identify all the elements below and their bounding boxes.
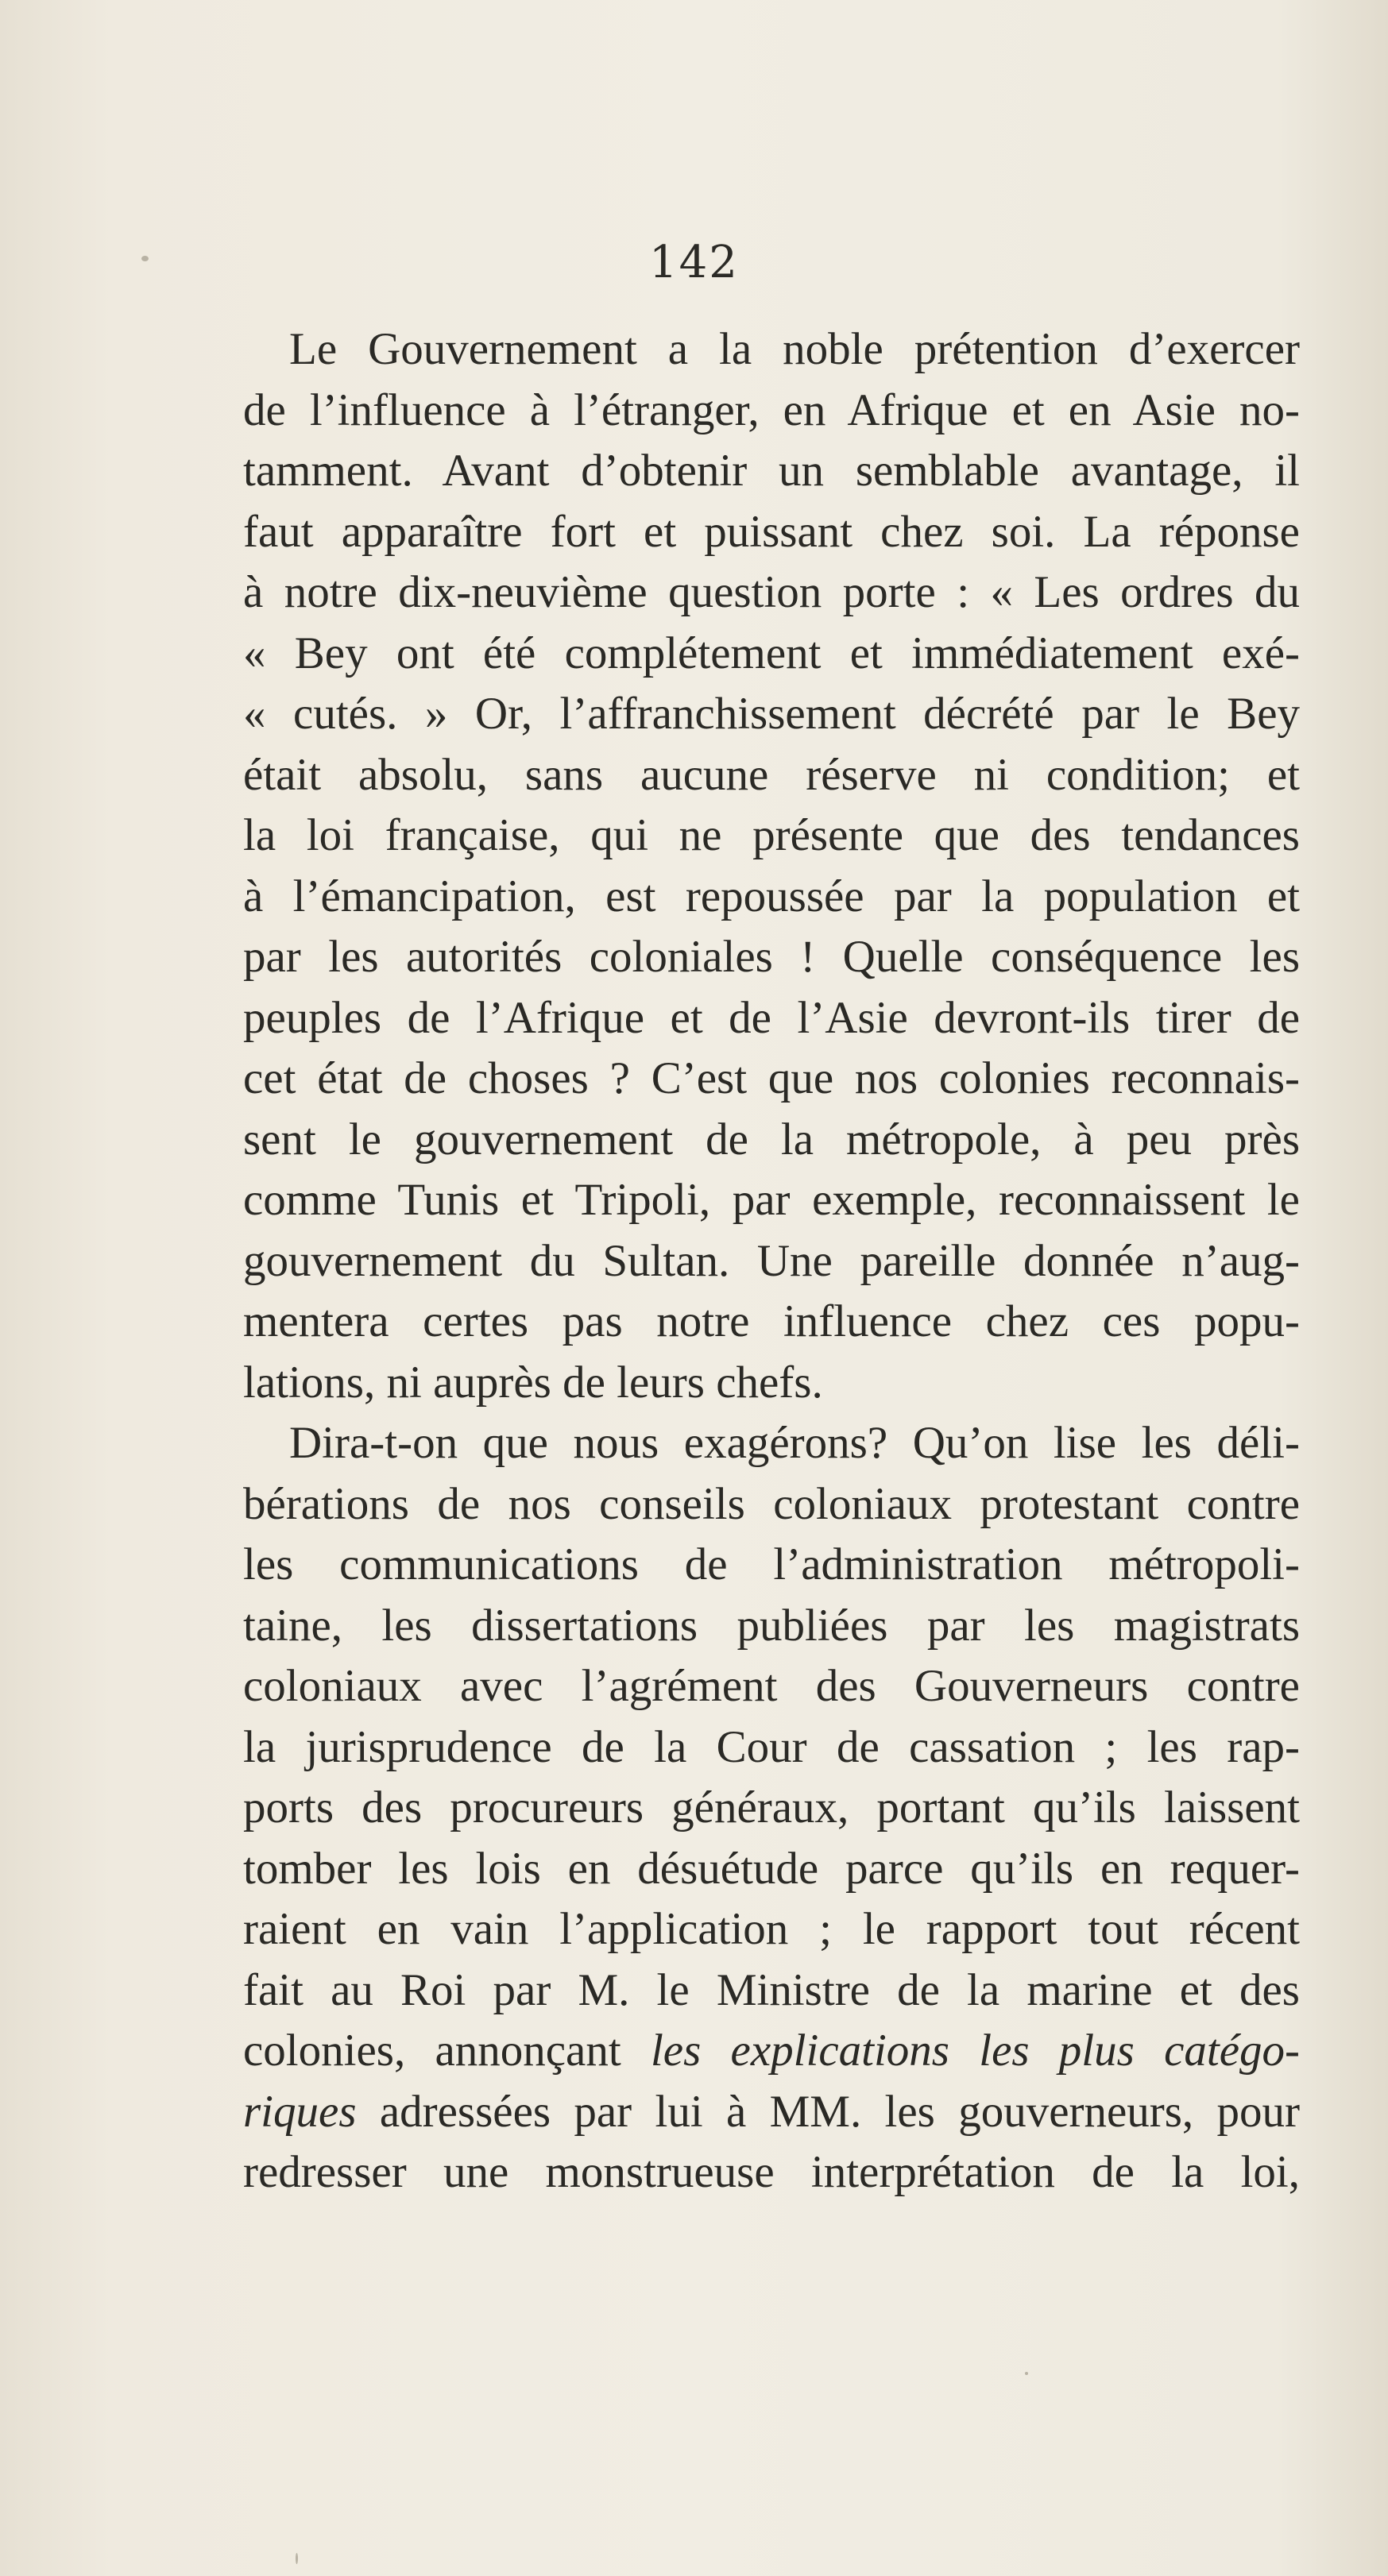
text-line bbox=[243, 1474, 1300, 1535]
text-segment: les communications de l’administration métropoli- bbox=[243, 1539, 1300, 1589]
text-line bbox=[243, 684, 1300, 745]
text-line bbox=[243, 380, 1300, 442]
text-segment: tomber les lois en désuétude parce qu’ils en requer- bbox=[243, 1843, 1300, 1894]
text-line bbox=[243, 988, 1300, 1049]
text-segment: à notre dix-neuvième question porte : « Les ordres du bbox=[243, 567, 1300, 617]
text-segment: Dira-t-on que nous exagérons? Qu’on lise les déli- bbox=[289, 1418, 1300, 1468]
paper-speck bbox=[296, 2553, 298, 2564]
text-line bbox=[243, 927, 1300, 988]
text-segment: comme Tunis et Tripoli, par exemple, reconnaissent le bbox=[243, 1175, 1300, 1225]
text-line bbox=[243, 1778, 1300, 1839]
text-line bbox=[243, 1656, 1300, 1717]
text-segment: de l’influence à l’étranger, en Afrique et en Asie no- bbox=[243, 384, 1300, 435]
text-segment: bérations de nos conseils coloniaux protestant contre bbox=[243, 1478, 1300, 1529]
text-segment: mentera certes pas notre influence chez ces popu- bbox=[243, 1296, 1300, 1346]
text-segment: était absolu, sans aucune réserve ni condition; et bbox=[243, 749, 1300, 800]
text-line bbox=[243, 1231, 1300, 1292]
page-number: 142 bbox=[649, 237, 739, 288]
text-line bbox=[243, 745, 1300, 806]
text-segment: taine, les dissertations publiées par les magistrats bbox=[243, 1600, 1300, 1651]
text-line bbox=[243, 1170, 1300, 1231]
text-segment: colonies, annonçant bbox=[243, 2026, 651, 2076]
text-line bbox=[243, 1413, 1300, 1474]
paper-speck bbox=[141, 256, 149, 261]
text-line bbox=[243, 2082, 1300, 2143]
text-line bbox=[243, 1960, 1300, 2022]
text-line bbox=[243, 1353, 1300, 1414]
text-segment: fait au Roi par M. le Ministre de la marine et des bbox=[243, 1964, 1300, 2015]
text-segment: peuples de l’Afrique et de l’Asie devront-ils tirer de bbox=[243, 992, 1300, 1043]
text-line bbox=[243, 2021, 1300, 2082]
text-line bbox=[243, 562, 1300, 624]
emphasized-text: riques bbox=[243, 2086, 357, 2137]
text-line bbox=[243, 1049, 1300, 1110]
text-line bbox=[243, 2142, 1300, 2203]
text-segment: « Bey ont été complétement et immédiatement exé- bbox=[243, 628, 1300, 678]
text-line bbox=[243, 1899, 1300, 1960]
text-line bbox=[243, 1596, 1300, 1657]
text-segment: cet état de choses ? C’est que nos colonies reconnais- bbox=[243, 1053, 1300, 1103]
text-segment: sent le gouvernement de la métropole, à peu près bbox=[243, 1114, 1300, 1164]
text-segment: la jurisprudence de la Cour de cassation ; les rap- bbox=[243, 1721, 1300, 1772]
emphasized-text: les explications les plus catégo- bbox=[650, 2026, 1300, 2076]
text-line bbox=[243, 1110, 1300, 1171]
text-line bbox=[243, 805, 1300, 867]
text-segment: coloniaux avec l’agrément des Gouverneurs contre bbox=[243, 1661, 1300, 1711]
text-line bbox=[243, 867, 1300, 928]
text-line bbox=[243, 441, 1300, 502]
text-segment: redresser une monstrueuse interprétation de la loi, bbox=[243, 2147, 1300, 2197]
text-segment: ports des procureurs généraux, portant qu’ils laissent bbox=[243, 1782, 1300, 1833]
text-line bbox=[243, 1839, 1300, 1900]
text-segment: Le Gouvernement a la noble prétention d’exercer bbox=[289, 324, 1300, 374]
text-segment: à l’émancipation, est repoussée par la population et bbox=[243, 871, 1300, 921]
text-segment: raient en vain l’application ; le rapport tout récent bbox=[243, 1904, 1300, 1954]
text-segment: gouvernement du Sultan. Une pareille donnée n’aug- bbox=[243, 1235, 1300, 1286]
body-text bbox=[243, 319, 1300, 2203]
text-segment: lations, ni auprès de leurs chefs. bbox=[243, 1357, 823, 1408]
text-line bbox=[243, 1717, 1300, 1778]
text-segment: « cutés. » Or, l’affranchissement décrété par le Bey bbox=[243, 689, 1300, 739]
paper-speck bbox=[1025, 2372, 1028, 2375]
text-line bbox=[243, 1292, 1300, 1353]
text-segment: par les autorités coloniales ! Quelle conséquence les bbox=[243, 932, 1300, 982]
text-segment: faut apparaître fort et puissant chez soi. La réponse bbox=[243, 506, 1300, 557]
text-line bbox=[243, 624, 1300, 685]
text-line bbox=[243, 1535, 1300, 1596]
text-segment: la loi française, qui ne présente que des tendances bbox=[243, 810, 1300, 860]
text-line bbox=[243, 319, 1300, 380]
text-segment: tamment. Avant d’obtenir un semblable avantage, il bbox=[243, 446, 1300, 496]
text-segment: adressées par lui à MM. les gouverneurs, pour bbox=[356, 2086, 1300, 2137]
text-line bbox=[243, 502, 1300, 563]
